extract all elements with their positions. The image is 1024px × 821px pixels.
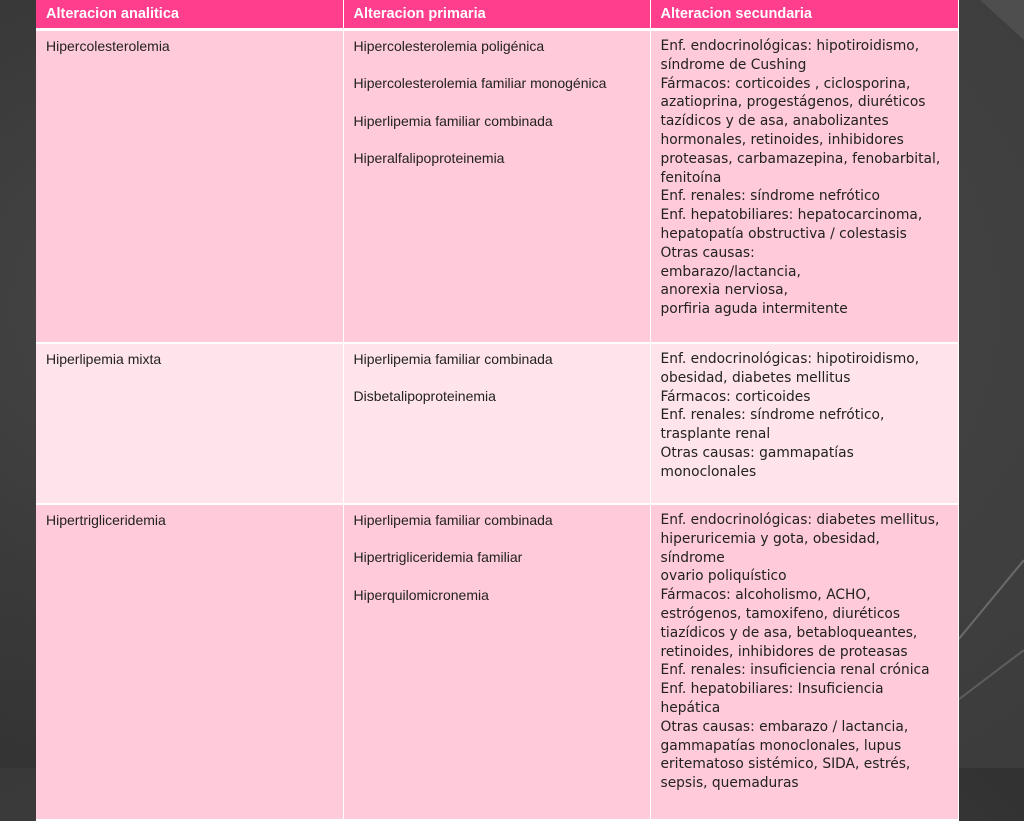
table-row <box>36 30 958 344</box>
row-label: Hipercolesterolemia <box>36 30 343 344</box>
secondary-line: Enf. endocrinológicas: diabetes mellitus, <box>660 512 940 528</box>
table-header-row <box>36 0 958 30</box>
header-alteracion-secundaria: Alteracion secundaria <box>650 0 958 30</box>
primary-item: Hiperalfalipoproteinemia <box>353 150 505 167</box>
secondary-line: Enf. endocrinológicas: hipotiroidismo, <box>660 351 920 367</box>
primary-cell <box>343 30 650 344</box>
header-alteracion-primaria: Alteracion primaria <box>343 0 650 30</box>
secondary-line: Enf. renales: insuficiencia renal crónica <box>660 662 930 679</box>
secondary-line: retinoides, inhibidores de proteasas <box>660 643 908 660</box>
secondary-line: embarazo/lactancia, <box>660 263 801 280</box>
secondary-line: Otras causas: gammapatías <box>660 444 854 461</box>
secondary-cell <box>650 343 958 504</box>
secondary-line: proteasas, carbamazepina, fenobarbital, <box>660 150 941 167</box>
secondary-line: hepática <box>660 699 721 716</box>
secondary-line: anorexia nerviosa, <box>660 282 788 299</box>
primary-cell <box>343 343 650 504</box>
row-label: Hipertrigliceridemia <box>36 504 343 820</box>
secondary-line: tazídicos y de asa, anabolizantes <box>660 113 889 130</box>
secondary-line: hiperuricemia y gota, obesidad, síndrome <box>660 530 880 566</box>
secondary-line: monoclonales <box>660 463 757 480</box>
table-row <box>36 504 958 820</box>
lipid-disorders-table <box>36 0 959 821</box>
secondary-line: Enf. renales: síndrome nefrótico, <box>660 407 885 424</box>
primary-item: Disbetalipoproteinemia <box>353 388 496 405</box>
secondary-line: Enf. renales: síndrome nefrótico <box>660 188 881 205</box>
secondary-line: Fármacos: alcoholismo, ACHO, <box>660 587 871 604</box>
primary-item: Hiperquilomicronemia <box>353 586 489 603</box>
secondary-line: estrógenos, tamoxifeno, diuréticos <box>660 605 901 622</box>
secondary-line: eritematoso sistémico, SIDA, estrés, <box>660 756 911 773</box>
secondary-line: sepsis, quemaduras <box>660 775 799 792</box>
secondary-cell <box>650 30 958 344</box>
header-alteracion-analitica: Alteracion analitica <box>36 0 343 30</box>
secondary-line: obesidad, diabetes mellitus <box>660 369 851 386</box>
secondary-line: Otras causas: embarazo / lactancia, <box>660 718 909 735</box>
secondary-line: fenitoína <box>660 169 722 186</box>
primary-cell <box>343 504 650 820</box>
primary-item: Hipertrigliceridemia familiar <box>353 549 523 566</box>
secondary-line: Enf. hepatobiliares: hepatocarcinoma, <box>660 207 923 224</box>
secondary-line: Fármacos: corticoides , ciclosporina, <box>660 75 911 92</box>
primary-item: Hipercolesterolemia poligénica <box>353 38 545 54</box>
secondary-line: Enf. hepatobiliares: Insuficiencia <box>660 681 884 698</box>
primary-item: Hiperlipemia familiar combinada <box>353 512 553 528</box>
primary-item: Hiperlipemia familiar combinada <box>353 351 553 367</box>
row-label: Hiperlipemia mixta <box>36 343 343 504</box>
secondary-line: tiazídicos y de asa, betabloqueantes, <box>660 624 918 641</box>
secondary-line: porfiria aguda intermitente <box>660 301 848 318</box>
secondary-line: gammapatías monoclonales, lupus <box>660 737 902 754</box>
secondary-line: hormonales, retinoides, inhibidores <box>660 131 904 148</box>
primary-item: Hipercolesterolemia familiar monogénica <box>353 75 607 92</box>
secondary-line: hepatopatía obstructiva / colestasis <box>660 225 907 242</box>
secondary-line: azatioprina, progestágenos, diuréticos <box>660 94 926 111</box>
secondary-line: Enf. endocrinológicas: hipotiroidismo, <box>660 38 920 54</box>
primary-item: Hiperlipemia familiar combinada <box>353 112 553 129</box>
table-row <box>36 343 958 504</box>
secondary-line: Otras causas: <box>660 244 755 261</box>
secondary-line: ovario poliquístico <box>660 568 787 585</box>
secondary-line: síndrome de Cushing <box>660 56 807 73</box>
secondary-line: trasplante renal <box>660 426 771 443</box>
secondary-line: Fármacos: corticoides <box>660 388 811 405</box>
secondary-cell <box>650 504 958 820</box>
